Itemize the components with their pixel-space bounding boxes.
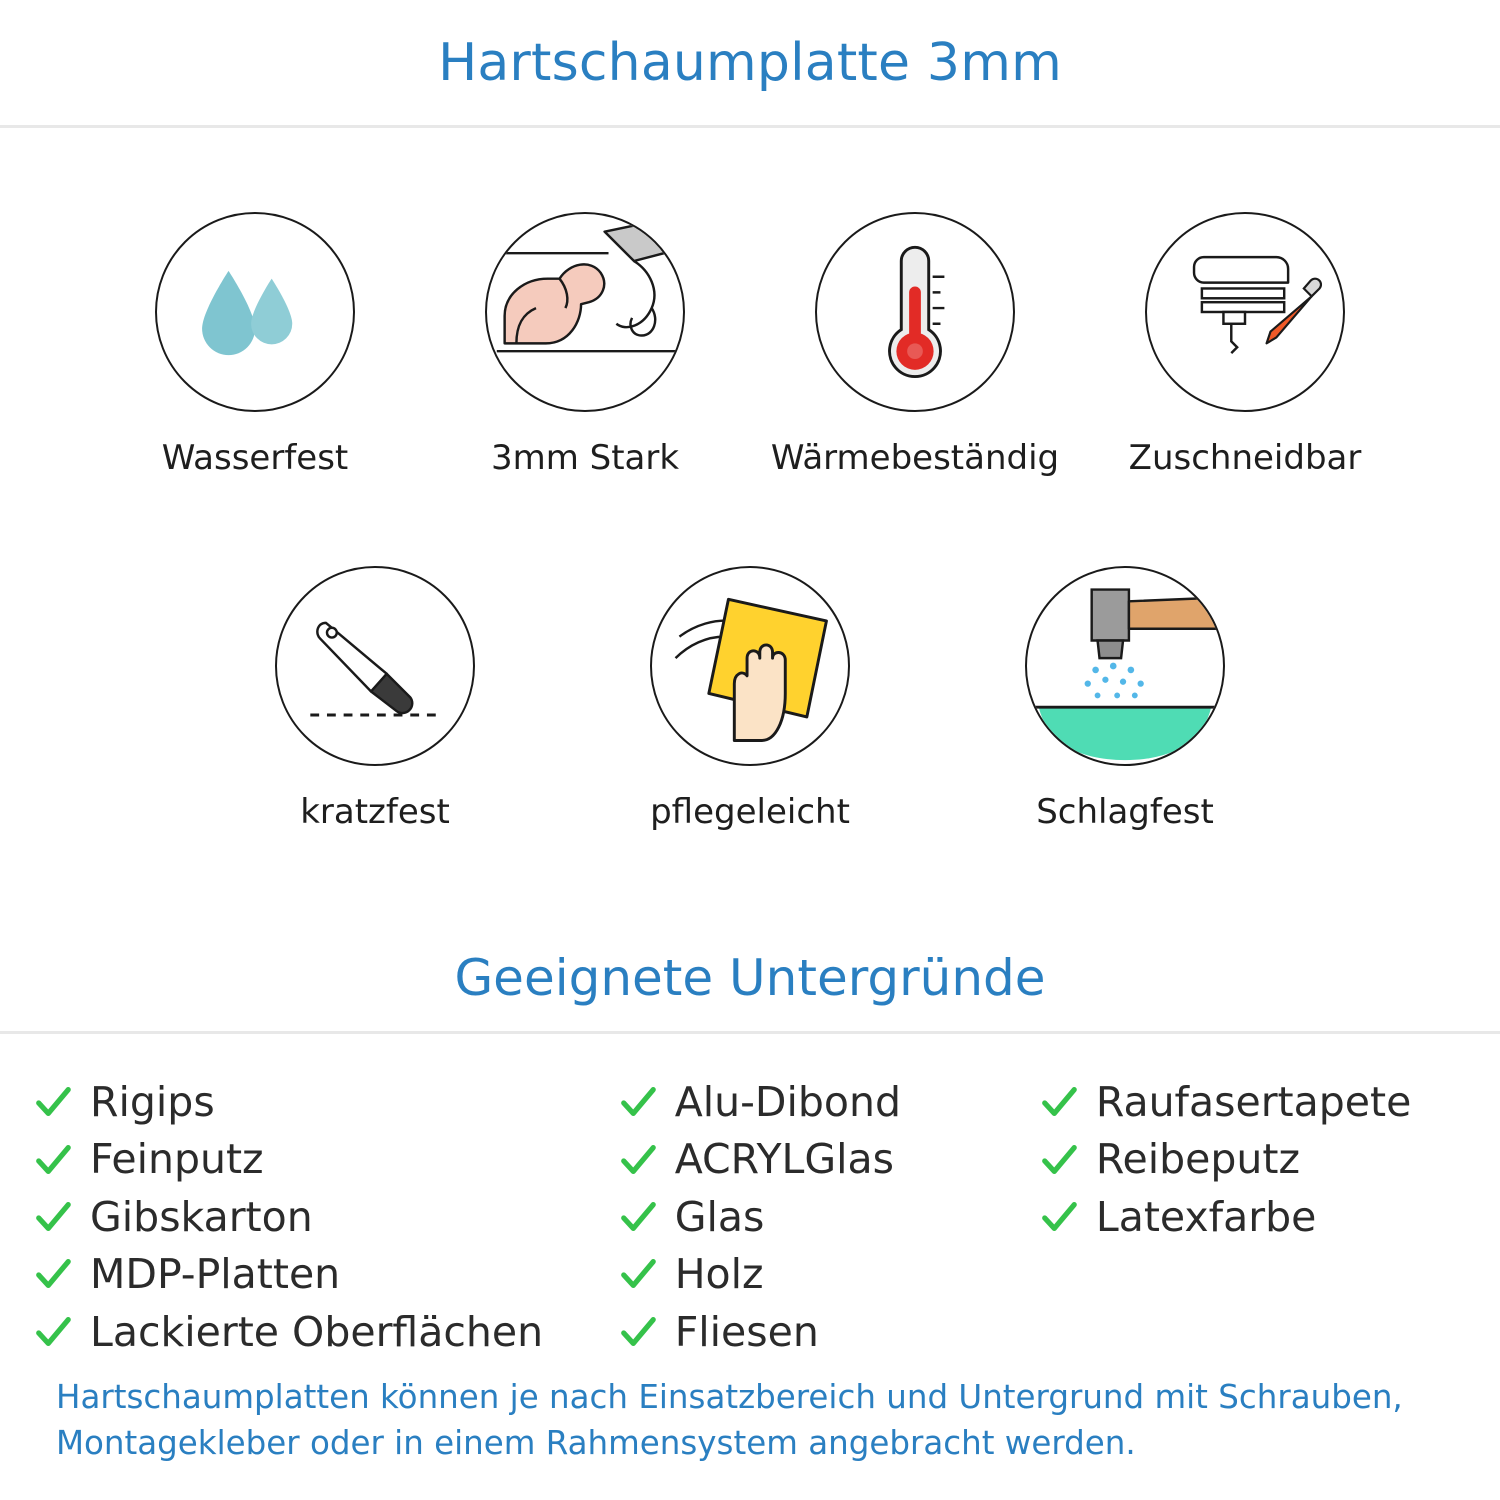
flexing-arm-icon: [485, 212, 685, 412]
list-item-label: Holz: [674, 1250, 764, 1299]
feature-label: Schlagfest: [1036, 792, 1214, 832]
list-item: [34, 1308, 619, 1356]
list-item-label: Reibeputz: [1095, 1135, 1300, 1184]
feature-label: kratzfest: [300, 792, 450, 832]
page-title-bar: [0, 0, 1500, 128]
feature-label: Wasserfest: [161, 438, 349, 478]
feature-row-1: [0, 212, 1500, 478]
substrates-heading-bar: [0, 924, 1500, 1034]
substrates-column-1: [34, 1078, 619, 1356]
list-item: [34, 1135, 619, 1183]
list-item-label: MDP-Platten: [90, 1250, 341, 1299]
feature-label: Wärmebeständig: [770, 438, 1060, 478]
list-item: [34, 1250, 619, 1298]
feature-pflegeleicht: [563, 566, 938, 832]
feature-kratzfest: [188, 566, 563, 832]
substrates-list: [0, 1034, 1500, 1356]
list-item-label: Lackierte Oberflächen: [90, 1307, 544, 1356]
check-icon: [1040, 1141, 1078, 1179]
list-item: [1040, 1193, 1466, 1241]
list-item: [619, 1193, 1040, 1241]
list-item-label: Feinputz: [90, 1135, 264, 1184]
list-item: [1040, 1135, 1466, 1183]
list-item: [619, 1308, 1040, 1356]
check-icon: [34, 1255, 72, 1293]
check-icon: [34, 1141, 72, 1179]
check-icon: [34, 1198, 72, 1236]
feature-3mm-stark: [420, 212, 750, 478]
list-item-label: Latexfarbe: [1095, 1192, 1317, 1241]
list-item-label: ACRYLGlas: [674, 1135, 895, 1184]
substrates-column-3: [1040, 1078, 1466, 1356]
list-item: [619, 1250, 1040, 1298]
check-icon: [619, 1083, 657, 1121]
check-icon: [619, 1141, 657, 1179]
water-drops-icon: [155, 212, 355, 412]
page-title: Hartschaumplatte 3mm: [438, 32, 1062, 93]
substrates-heading: Geeignete Untergründe: [454, 948, 1046, 1007]
feature-waermebestaendig: [750, 212, 1080, 478]
check-icon: [1040, 1198, 1078, 1236]
hammer-impact-icon: [1025, 566, 1225, 766]
feature-label: Zuschneidbar: [1128, 438, 1362, 478]
list-item: [34, 1193, 619, 1241]
footer-note: Hartschaumplatten können je nach Einsatzbereich und Untergrund mit Schrauben, Montagekleber oder in einem Rahmensystem angebracht werden.: [56, 1377, 1403, 1462]
feature-label: pflegeleicht: [650, 792, 850, 832]
check-icon: [619, 1198, 657, 1236]
check-icon: [34, 1083, 72, 1121]
feature-grid: [0, 128, 1500, 832]
list-item: [34, 1078, 619, 1126]
hand-cloth-wipe-icon: [650, 566, 850, 766]
check-icon: [619, 1255, 657, 1293]
list-item-label: Alu-Dibond: [674, 1078, 901, 1126]
list-item: [1040, 1078, 1466, 1126]
list-item-label: Fliesen: [674, 1307, 819, 1356]
feature-label: 3mm Stark: [490, 438, 680, 478]
list-item: [619, 1135, 1040, 1183]
feature-row-2: [0, 566, 1500, 832]
check-icon: [34, 1313, 72, 1351]
knife-scratch-icon: [275, 566, 475, 766]
feature-zuschneidbar: [1080, 212, 1410, 478]
thermometer-icon: [815, 212, 1015, 412]
list-item-label: Glas: [674, 1192, 765, 1241]
feature-wasserfest: [90, 212, 420, 478]
check-icon: [619, 1313, 657, 1351]
list-item-label: Rigips: [90, 1078, 215, 1126]
list-item-label: Raufasertapete: [1095, 1078, 1412, 1126]
jigsaw-cutter-icon: [1145, 212, 1345, 412]
feature-schlagfest: [938, 566, 1313, 832]
list-item-label: Gibskarton: [90, 1192, 313, 1241]
check-icon: [1040, 1083, 1078, 1121]
substrates-column-2: [619, 1078, 1040, 1356]
list-item: [619, 1078, 1040, 1126]
